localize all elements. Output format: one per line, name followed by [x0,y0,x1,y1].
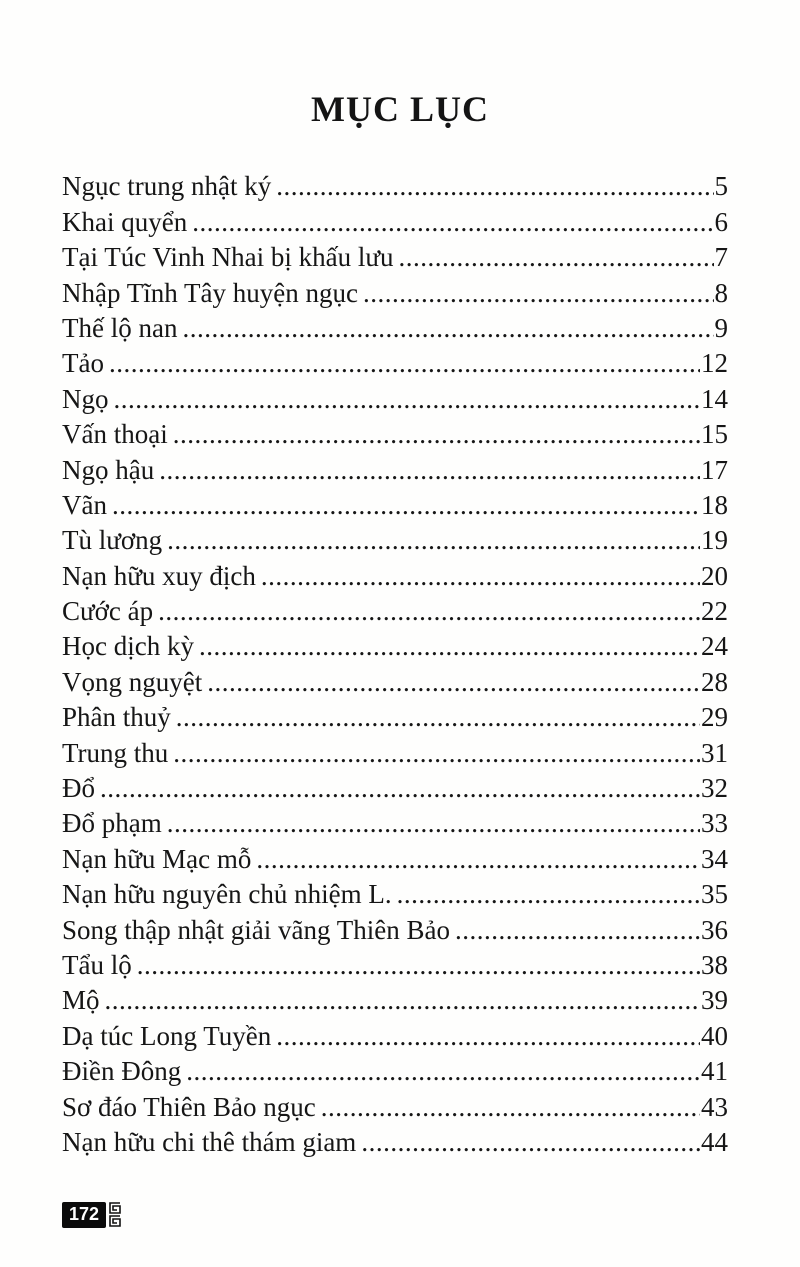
toc-entry-label: Nạn hữu nguyên chủ nhiệm L. [62,879,392,910]
toc-entry-page-number: 18 [701,489,728,520]
dot-leader [186,1055,700,1088]
toc-entry-page-number: 32 [701,773,728,804]
toc-row [62,628,728,663]
toc-entry-page-number: 20 [701,560,728,591]
toc-row [62,1053,728,1088]
dot-leader [363,277,714,310]
toc-entry-label: Sơ đáo Thiên Bảo ngục [62,1091,316,1122]
dot-leader [109,347,700,380]
toc-entry-page-number: 8 [714,277,728,308]
dot-leader [167,524,700,557]
toc-entry-page-number: 22 [701,596,728,627]
toc-row [62,203,728,238]
toc-entry-page-number: 6 [714,206,728,237]
toc-row [62,770,728,805]
toc-entry-page-number: 34 [701,843,728,874]
toc-entry-label: Nạn hữu xuy địch [62,560,256,591]
dot-leader [361,1126,700,1159]
toc-entry-label: Cước áp [62,596,154,627]
toc-row [62,593,728,628]
toc-entry-label: Đổ phạm [62,808,162,839]
toc-entry-label: Tẩu lộ [62,949,132,980]
dot-leader [398,241,713,274]
toc-entry-label: Vọng nguyệt [62,666,203,697]
dot-leader [455,914,700,947]
toc-row [62,239,728,274]
toc-row [62,557,728,592]
toc-row [62,416,728,451]
toc-entry-label: Học dịch kỳ [62,631,194,662]
dot-leader [397,878,700,911]
toc-entry-page-number: 44 [701,1126,728,1157]
toc-entry-label: Nạn hữu Mạc mỗ [62,843,252,874]
toc-row [62,982,728,1017]
toc-entry-label: Ngục trung nhật ký [62,171,272,202]
toc-row [62,699,728,734]
toc-entry-label: Ngọ hậu [62,454,155,485]
toc-row [62,487,728,522]
toc-entry-page-number: 33 [701,808,728,839]
toc-row [62,522,728,557]
toc-entry-label: Tù lương [62,525,163,556]
page-number-badge: 172 [62,1202,106,1228]
toc-entry-page-number: 28 [701,666,728,697]
toc-entry-label: Thế lộ nan [62,312,178,343]
scroll-ornament-icon [108,1201,122,1228]
toc-entry-label: Tại Túc Vinh Nhai bị khấu lưu [62,242,394,273]
toc-entry-label: Khai quyển [62,206,188,237]
dot-leader [114,383,701,416]
toc-row [62,1124,728,1159]
dot-leader [105,984,700,1017]
toc-entry-page-number: 40 [701,1020,728,1051]
dot-leader [158,595,700,628]
dot-leader [192,206,713,239]
dot-leader [173,737,700,770]
toc-entry-page-number: 35 [701,879,728,910]
toc-entry-page-number: 7 [714,242,728,273]
toc-entry-label: Đổ [62,773,95,804]
dot-leader [256,843,700,876]
toc-entry-page-number: 9 [714,312,728,343]
toc-row [62,1088,728,1123]
toc-row [62,451,728,486]
toc-row [62,911,728,946]
toc-entry-page-number: 38 [701,949,728,980]
toc-entry-page-number: 39 [701,985,728,1016]
toc-entry-label: Dạ túc Long Tuyền [62,1020,272,1051]
toc-entry-page-number: 43 [701,1091,728,1122]
toc-entry-page-number: 17 [701,454,728,485]
toc-entry-page-number: 29 [701,702,728,733]
toc-entry-page-number: 5 [714,171,728,202]
toc-row [62,805,728,840]
toc-row [62,840,728,875]
dot-leader [276,170,713,203]
toc-row [62,274,728,309]
toc-row [62,876,728,911]
dot-leader [159,454,700,487]
toc-entry-page-number: 12 [701,348,728,379]
toc-entry-label: Trung thu [62,737,169,768]
toc-entry-label: Điền Đông [62,1056,182,1087]
dot-leader [199,630,700,663]
toc-entry-page-number: 36 [701,914,728,945]
toc-entry-label: Ngọ [62,383,109,414]
dot-leader [100,772,700,805]
toc-entry-label: Tảo [62,348,104,379]
dot-leader [182,312,713,345]
toc-entry-label: Mộ [62,985,100,1016]
toc-entry-page-number: 14 [701,383,728,414]
toc-entry-label: Vãn [62,489,107,520]
dot-leader [176,701,700,734]
dot-leader [173,418,700,451]
dot-leader [321,1091,700,1124]
toc-entry-label: Song thập nhật giải vãng Thiên Bảo [62,914,450,945]
toc-row [62,310,728,345]
toc-list [62,168,728,1159]
toc-entry-page-number: 19 [701,525,728,556]
toc-entry-label: Vấn thoại [62,419,168,450]
dot-leader [207,666,700,699]
toc-entry-page-number: 31 [701,737,728,768]
toc-row [62,345,728,380]
dot-leader [167,807,700,840]
toc-row [62,734,728,769]
toc-row [62,380,728,415]
toc-row [62,663,728,698]
toc-entry-page-number: 41 [701,1056,728,1087]
dot-leader [261,560,700,593]
toc-entry-page-number: 15 [701,419,728,450]
toc-entry-page-number: 24 [701,631,728,662]
toc-entry-label: Nạn hữu chi thê thám giam [62,1126,357,1157]
dot-leader [137,949,700,982]
page-title: MỤC LỤC [311,89,489,129]
dot-leader [276,1020,700,1053]
page-footer [62,1201,122,1228]
dot-leader [112,489,700,522]
toc-entry-label: Phân thuỷ [62,702,171,733]
toc-row [62,947,728,982]
toc-row [62,168,728,203]
toc-entry-label: Nhập Tĩnh Tây huyện ngục [62,277,358,308]
toc-row [62,1017,728,1052]
